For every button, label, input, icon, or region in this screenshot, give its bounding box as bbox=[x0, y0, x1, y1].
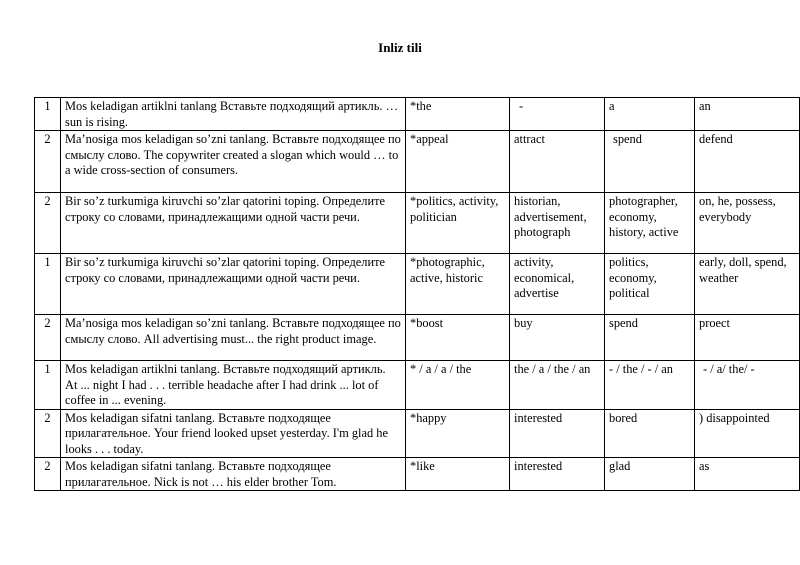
question-number: 2 bbox=[35, 458, 61, 491]
option-d: an bbox=[695, 98, 800, 131]
option-d: early, doll, spend, weather bbox=[695, 254, 800, 315]
quiz-table bbox=[34, 97, 800, 491]
question-row bbox=[35, 361, 800, 410]
option-d: defend bbox=[695, 131, 800, 193]
correct-option: *the bbox=[406, 98, 510, 131]
question-row bbox=[35, 254, 800, 315]
question-row bbox=[35, 458, 800, 491]
question-row bbox=[35, 409, 800, 458]
question-text: Ma’nosiga mos keladigan so’zni tanlang. Вставьте подходящее по смыслу слово. The copywriter created a slogan which would … to a wide cross-section of consumers. bbox=[61, 131, 406, 193]
option-b: interested bbox=[510, 458, 605, 491]
option-c: - / the / - / an bbox=[605, 361, 695, 410]
correct-option: *photographic, active, historic bbox=[406, 254, 510, 315]
option-d: on, he, possess, everybody bbox=[695, 193, 800, 254]
option-b: activity, economical, advertise bbox=[510, 254, 605, 315]
page-title: Inliz tili bbox=[378, 40, 422, 55]
question-text: Mos keladigan sifatni tanlang. Вставьте подходящее прилагательное. Your friend looked upset yesterday. I'm glad he looks . . . today. bbox=[61, 409, 406, 458]
question-text: Bir so’z turkumiga kiruvchi so’zlar qatorini toping. Определите строку со словами, принадлежащими одной части речи. bbox=[61, 193, 406, 254]
question-number: 2 bbox=[35, 315, 61, 361]
correct-option: * / a / a / the bbox=[406, 361, 510, 410]
option-c: politics, economy, political bbox=[605, 254, 695, 315]
option-d: ) disappointed bbox=[695, 409, 800, 458]
question-number: 2 bbox=[35, 131, 61, 193]
option-c: glad bbox=[605, 458, 695, 491]
option-d: proect bbox=[695, 315, 800, 361]
correct-option: *appeal bbox=[406, 131, 510, 193]
question-number: 2 bbox=[35, 409, 61, 458]
option-b: attract bbox=[510, 131, 605, 193]
option-d: as bbox=[695, 458, 800, 491]
question-number: 1 bbox=[35, 98, 61, 131]
question-number: 2 bbox=[35, 193, 61, 254]
question-row bbox=[35, 131, 800, 193]
question-number: 1 bbox=[35, 361, 61, 410]
correct-option: *politics, activity, politician bbox=[406, 193, 510, 254]
question-text: Bir so’z turkumiga kiruvchi so’zlar qatorini toping. Определите строку со словами, принадлежащими одной части речи. bbox=[61, 254, 406, 315]
question-row bbox=[35, 98, 800, 131]
question-number: 1 bbox=[35, 254, 61, 315]
option-b: the / a / the / an bbox=[510, 361, 605, 410]
option-c: bored bbox=[605, 409, 695, 458]
question-text: Mos keladigan artiklni tanlang Вставьте подходящий артикль. … sun is rising. bbox=[61, 98, 406, 131]
question-text: Ma’nosiga mos keladigan so’zni tanlang. Вставьте подходящее по смыслу слово. All advertising must... the right product image. bbox=[61, 315, 406, 361]
question-text: Mos keladigan artiklni tanlang. Вставьте подходящий артикль. At ... night I had . . . terrible headache after I had drink ... lot of coffee in ... evening. bbox=[61, 361, 406, 410]
correct-option: *like bbox=[406, 458, 510, 491]
question-row bbox=[35, 315, 800, 361]
question-row bbox=[35, 193, 800, 254]
option-c: spend bbox=[605, 315, 695, 361]
option-c: spend bbox=[605, 131, 695, 193]
question-text: Mos keladigan sifatni tanlang. Вставьте подходящее прилагательное. Nick is not … his elder brother Tom. bbox=[61, 458, 406, 491]
option-c: photographer, economy, history, active bbox=[605, 193, 695, 254]
option-b: - bbox=[510, 98, 605, 131]
option-b: historian, advertisement, photograph bbox=[510, 193, 605, 254]
option-d: - / a/ the/ - bbox=[695, 361, 800, 410]
correct-option: *boost bbox=[406, 315, 510, 361]
option-c: a bbox=[605, 98, 695, 131]
option-b: buy bbox=[510, 315, 605, 361]
correct-option: *happy bbox=[406, 409, 510, 458]
option-b: interested bbox=[510, 409, 605, 458]
